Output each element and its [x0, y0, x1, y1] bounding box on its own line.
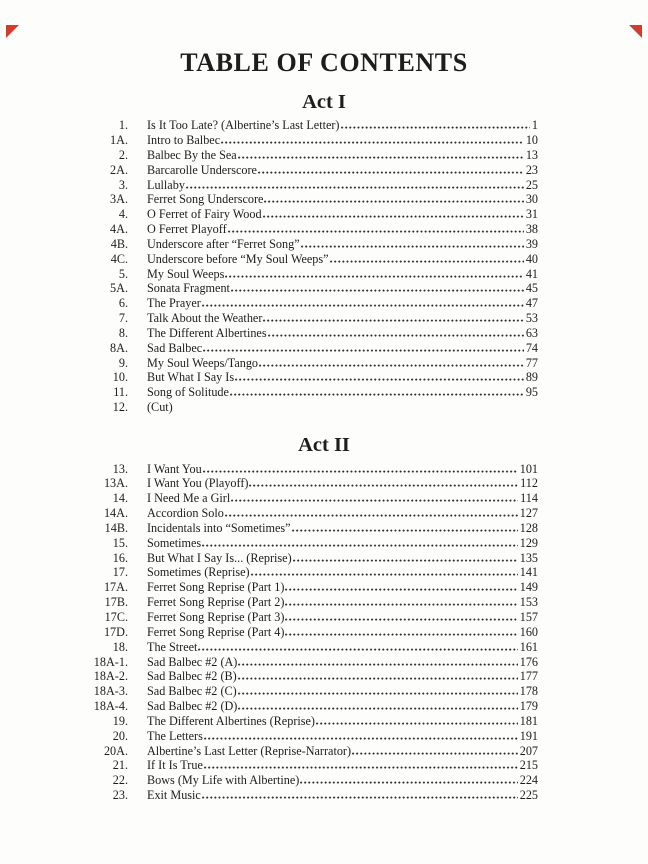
- entry-page: 135: [519, 550, 538, 565]
- entry-number: 1A.: [110, 132, 128, 147]
- toc-row: [83, 296, 538, 311]
- leader-dots: [263, 215, 524, 218]
- entry-number: 18A-4.: [93, 699, 128, 714]
- entry-title: Accordion Solo: [147, 506, 224, 521]
- toc-row: [83, 729, 538, 744]
- entry-page: 225: [519, 788, 538, 803]
- toc-row: [83, 655, 538, 670]
- toc-row: [83, 178, 538, 193]
- toc-row: [83, 118, 538, 133]
- entry-title: The Street: [147, 639, 198, 654]
- entry-title: I Want You: [147, 461, 202, 476]
- entry-page: 215: [519, 758, 538, 773]
- entry-number: 8.: [118, 325, 128, 340]
- entry-title: Sonata Fragment: [147, 281, 230, 296]
- toc-row: [83, 341, 538, 356]
- leader-dots: [238, 677, 518, 680]
- entry-title: The Letters: [147, 728, 203, 743]
- toc-row: [83, 222, 538, 237]
- entry-title: Sad Balbec #2 (C): [147, 684, 237, 699]
- leader-dots: [264, 200, 523, 203]
- entry-page: 179: [519, 699, 538, 714]
- entry-page: 157: [519, 610, 538, 624]
- entry-page: 39: [525, 236, 538, 251]
- page-title: TABLE OF CONTENTS: [180, 48, 468, 77]
- entry-page: 41: [525, 266, 538, 281]
- toc-row: [83, 595, 538, 610]
- entry-page: 127: [519, 506, 538, 521]
- leader-dots: [204, 737, 518, 740]
- corner-mark-icon: [629, 25, 642, 38]
- entry-number: 13A.: [103, 476, 128, 491]
- entry-number: 14B.: [104, 520, 128, 535]
- toc-row: [83, 476, 538, 491]
- leader-dots: [263, 319, 523, 322]
- entry-number: 4C.: [110, 251, 128, 266]
- toc-row: [83, 580, 538, 595]
- entry-title: O Ferret Playoff: [147, 222, 227, 237]
- entry-number: 10.: [112, 370, 128, 385]
- entry-page: 63: [525, 325, 538, 340]
- entry-page: 112: [520, 476, 538, 491]
- toc-row: [83, 684, 538, 699]
- entry-page: 38: [525, 222, 538, 237]
- toc-row: [83, 551, 538, 566]
- entry-title: O Ferret of Fairy Wood: [147, 207, 262, 222]
- toc-row: [83, 610, 538, 625]
- entry-page: 128: [519, 520, 538, 535]
- leader-dots: [204, 766, 518, 769]
- entry-title: Sad Balbec #2 (B): [147, 669, 237, 684]
- entry-title: Sad Balbec #2 (A): [147, 654, 238, 669]
- toc-row: [83, 758, 538, 773]
- entry-number: 7.: [118, 311, 128, 326]
- toc-row: [83, 788, 538, 803]
- leader-dots: [352, 752, 518, 755]
- leader-dots: [203, 470, 518, 473]
- entry-page: 1: [531, 118, 538, 133]
- entry-title: Lullaby: [147, 177, 185, 192]
- entry-page: 101: [519, 461, 538, 476]
- leader-dots: [249, 484, 518, 487]
- entry-number: 1.: [118, 118, 128, 133]
- entry-title: But What I Say Is... (Reprise): [147, 550, 292, 565]
- entry-number: 17D.: [103, 624, 128, 639]
- leader-dots: [285, 618, 517, 621]
- leader-dots: [285, 588, 517, 591]
- entry-page: 95: [525, 385, 538, 400]
- act-section-2: [0, 434, 648, 803]
- entry-number: 18A-3.: [93, 684, 128, 699]
- act-section-1: [0, 91, 648, 415]
- toc-row: [83, 565, 538, 580]
- entry-title: Is It Too Late? (Albertine’s Last Letter): [147, 118, 340, 133]
- entry-page: 40: [525, 251, 538, 266]
- entry-number: 4A.: [110, 222, 128, 237]
- leader-dots: [292, 529, 518, 532]
- entry-title: Bows (My Life with Albertine): [147, 773, 300, 788]
- entry-title: (Cut): [147, 400, 173, 415]
- entry-title: Talk About the Weather: [147, 311, 263, 326]
- toc-row: [83, 699, 538, 714]
- entry-page: 191: [519, 728, 538, 743]
- leader-dots: [202, 544, 518, 547]
- entry-page: 161: [519, 639, 538, 654]
- entry-number: 8A.: [110, 340, 128, 355]
- entry-page: 47: [525, 296, 538, 311]
- entry-page: 160: [519, 624, 538, 639]
- entry-page: 149: [519, 580, 538, 595]
- entry-title: Ferret Song Reprise (Part 4): [147, 624, 285, 639]
- entry-number: 17C.: [104, 610, 128, 624]
- toc-rows: [83, 118, 538, 415]
- toc-row: [83, 163, 538, 178]
- entry-title: Ferret Song Underscore: [147, 192, 264, 207]
- entry-title: Song of Solitude: [147, 385, 229, 400]
- entry-number: 5.: [118, 266, 128, 281]
- leader-dots: [251, 573, 518, 576]
- entry-number: 2A.: [110, 162, 128, 177]
- entry-page: 89: [525, 370, 538, 385]
- leader-dots: [174, 408, 536, 411]
- entry-number: 20A.: [103, 743, 128, 758]
- entry-page: 129: [519, 535, 538, 550]
- entry-number: 11.: [113, 385, 128, 400]
- entry-number: 23.: [112, 788, 128, 803]
- entry-number: 3A.: [110, 192, 128, 207]
- act-heading: Act II: [298, 434, 350, 457]
- leader-dots: [202, 304, 524, 307]
- toc-row: [83, 506, 538, 521]
- entry-title: But What I Say Is: [147, 370, 235, 385]
- entry-page: 53: [525, 311, 538, 326]
- entry-title: Barcarolle Underscore: [147, 162, 257, 177]
- toc-row: [83, 252, 538, 267]
- entry-number: 14A.: [103, 506, 128, 521]
- entry-page: 77: [525, 355, 538, 370]
- leader-dots: [285, 633, 517, 636]
- entry-number: 22.: [112, 773, 128, 788]
- toc-row: [83, 773, 538, 788]
- entry-page: 178: [519, 684, 538, 699]
- entry-page: 177: [519, 669, 538, 684]
- leader-dots: [316, 722, 518, 725]
- leader-dots: [300, 781, 517, 784]
- entry-page: 207: [519, 743, 538, 758]
- entry-title: Sometimes: [147, 535, 202, 550]
- leader-dots: [301, 245, 524, 248]
- toc-row: [83, 148, 538, 163]
- entry-number: 18A-1.: [93, 654, 128, 669]
- entry-title: Albertine’s Last Letter (Reprise-Narrator): [147, 743, 352, 758]
- entry-number: 12.: [112, 400, 128, 415]
- entry-title: Balbec By the Sea: [147, 147, 237, 162]
- entry-title: My Soul Weeps: [147, 266, 225, 281]
- entry-page: 176: [519, 654, 538, 669]
- entry-page: 74: [525, 340, 538, 355]
- entry-page: 31: [525, 207, 538, 222]
- toc-row: [83, 400, 538, 415]
- toc-row: [83, 462, 538, 477]
- entry-page: 181: [519, 713, 538, 728]
- entry-title: My Soul Weeps/Tango: [147, 355, 259, 370]
- entry-title: The Prayer: [147, 296, 201, 311]
- entry-title: Intro to Balbec: [147, 132, 221, 147]
- entry-title: Ferret Song Reprise (Part 1): [147, 580, 285, 595]
- entry-number: 20.: [112, 728, 128, 743]
- entry-page: 114: [520, 491, 538, 506]
- entry-page: 30: [525, 192, 538, 207]
- leader-dots: [225, 275, 523, 278]
- leader-dots: [198, 648, 517, 651]
- entry-number: 17B.: [104, 595, 128, 610]
- entry-title: The Different Albertines: [147, 325, 267, 340]
- entry-number: 15.: [112, 535, 128, 550]
- toc-row: [83, 625, 538, 640]
- entry-title: Underscore after “Ferret Song”: [147, 236, 300, 251]
- toc-row: [83, 714, 538, 729]
- entry-number: 18A-2.: [93, 669, 128, 684]
- toc-row: [83, 640, 538, 655]
- toc-row: [83, 385, 538, 400]
- toc-row: [83, 744, 538, 759]
- entry-number: 4.: [118, 207, 128, 222]
- entry-title: Sometimes (Reprise): [147, 565, 250, 580]
- entry-number: 17A.: [103, 580, 128, 595]
- leader-dots: [268, 334, 524, 337]
- toc-row: [83, 267, 538, 282]
- entry-title: Incidentals into “Sometimes”: [147, 520, 291, 535]
- toc-rows: [83, 462, 538, 803]
- toc-row: [83, 669, 538, 684]
- entry-page: 25: [525, 177, 538, 192]
- entry-number: 16.: [112, 550, 128, 565]
- entry-page: 153: [519, 595, 538, 610]
- toc-row: [83, 536, 538, 551]
- entry-title: The Different Albertines (Reprise): [147, 713, 315, 728]
- leader-dots: [186, 186, 524, 189]
- leader-dots: [238, 692, 518, 695]
- toc-row: [83, 192, 538, 207]
- entry-title: If It Is True: [147, 758, 203, 773]
- entry-number: 4B.: [110, 236, 128, 251]
- leader-dots: [238, 663, 517, 666]
- leader-dots: [203, 349, 524, 352]
- entry-number: 6.: [118, 296, 128, 311]
- entry-number: 14.: [112, 491, 128, 506]
- entry-page: 224: [519, 773, 538, 788]
- entry-title: I Want You (Playoff): [147, 476, 249, 491]
- toc-row: [83, 356, 538, 371]
- entry-title: Sad Balbec #2 (D): [147, 699, 238, 714]
- entry-title: Underscore before “My Soul Weeps”: [147, 251, 329, 266]
- toc-row: [83, 521, 538, 536]
- toc-row: [83, 491, 538, 506]
- toc-row: [83, 370, 538, 385]
- leader-dots: [293, 559, 518, 562]
- entry-title: Ferret Song Reprise (Part 2): [147, 595, 285, 610]
- act-heading: Act I: [302, 90, 346, 113]
- toc-row: [83, 237, 538, 252]
- toc-row: [83, 133, 538, 148]
- entry-page: 23: [525, 162, 538, 177]
- entry-page: 13: [525, 147, 538, 162]
- entry-number: 17.: [112, 565, 128, 580]
- entry-page: 10: [525, 132, 538, 147]
- leader-dots: [285, 603, 517, 606]
- entry-number: 18.: [112, 639, 128, 654]
- toc-row: [83, 326, 538, 341]
- leader-dots: [231, 499, 518, 502]
- entry-number: 2.: [118, 147, 128, 162]
- entry-number: 3.: [118, 177, 128, 192]
- leader-dots: [258, 171, 524, 174]
- entry-number: 19.: [112, 713, 128, 728]
- toc-row: [83, 207, 538, 222]
- entry-title: Sad Balbec: [147, 340, 203, 355]
- leader-dots: [231, 289, 524, 292]
- leader-dots: [341, 126, 530, 129]
- leader-dots: [221, 141, 524, 144]
- entry-number: 21.: [112, 758, 128, 773]
- toc-row: [83, 311, 538, 326]
- leader-dots: [259, 364, 524, 367]
- leader-dots: [230, 393, 524, 396]
- toc-row: [83, 281, 538, 296]
- entry-number: 13.: [112, 461, 128, 476]
- entry-page: 141: [519, 565, 538, 580]
- entry-title: Exit Music: [147, 788, 201, 803]
- leader-dots: [238, 707, 517, 710]
- leader-dots: [228, 230, 524, 233]
- entry-title: Ferret Song Reprise (Part 3): [147, 610, 285, 624]
- entry-number: 9.: [118, 355, 128, 370]
- entry-title: I Need Me a Girl: [147, 491, 231, 506]
- leader-dots: [225, 514, 518, 517]
- leader-dots: [330, 260, 524, 263]
- leader-dots: [235, 378, 524, 381]
- leader-dots: [238, 156, 524, 159]
- entry-number: 5A.: [110, 281, 128, 296]
- leader-dots: [202, 796, 518, 799]
- entry-page: 45: [525, 281, 538, 296]
- corner-mark-icon: [6, 25, 19, 38]
